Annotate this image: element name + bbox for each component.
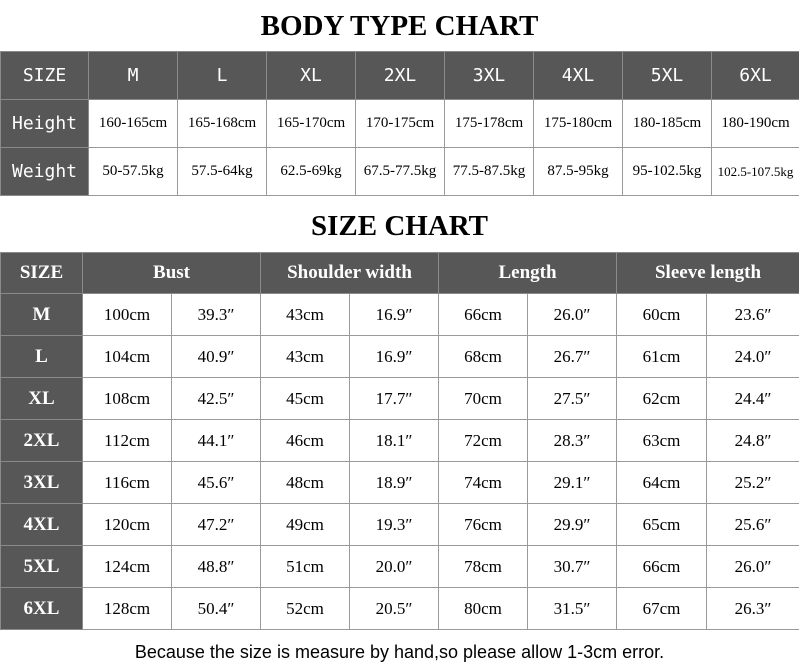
shoulder-width-column-header: Shoulder width bbox=[261, 253, 439, 294]
table-cell: 26.7″ bbox=[528, 336, 617, 378]
table-cell: 180-190cm bbox=[712, 100, 799, 148]
table-cell: 26.0″ bbox=[707, 546, 799, 588]
table-cell: 31.5″ bbox=[528, 588, 617, 630]
footer-note: Because the size is measure by hand,so please allow 1-3cm error. bbox=[0, 640, 799, 664]
table-cell: 66cm bbox=[439, 294, 528, 336]
table-cell: 48cm bbox=[261, 462, 350, 504]
size-column-header: 4XL bbox=[534, 52, 623, 100]
table-cell: 62cm bbox=[617, 378, 707, 420]
weight-row bbox=[1, 148, 799, 196]
table-cell: 30.7″ bbox=[528, 546, 617, 588]
table-cell: 124cm bbox=[83, 546, 172, 588]
row-header-weight: Weight bbox=[1, 148, 89, 196]
table-cell: 74cm bbox=[439, 462, 528, 504]
row-header-size: XL bbox=[1, 378, 83, 420]
table-cell: 128cm bbox=[83, 588, 172, 630]
table-cell: 52cm bbox=[261, 588, 350, 630]
body-type-table bbox=[0, 51, 799, 196]
table-row bbox=[1, 504, 799, 546]
table-cell: 20.0″ bbox=[350, 546, 439, 588]
table-row bbox=[1, 336, 799, 378]
table-cell: 100cm bbox=[83, 294, 172, 336]
table-cell: 72cm bbox=[439, 420, 528, 462]
table-row bbox=[1, 420, 799, 462]
table-cell: 63cm bbox=[617, 420, 707, 462]
table-cell: 108cm bbox=[83, 378, 172, 420]
table-cell: 44.1″ bbox=[172, 420, 261, 462]
table-cell: 51cm bbox=[261, 546, 350, 588]
table-cell: 65cm bbox=[617, 504, 707, 546]
table-cell: 39.3″ bbox=[172, 294, 261, 336]
table-cell: 18.9″ bbox=[350, 462, 439, 504]
table-cell: 112cm bbox=[83, 420, 172, 462]
table-cell: 25.6″ bbox=[707, 504, 799, 546]
table-cell: 24.4″ bbox=[707, 378, 799, 420]
table-cell: 50-57.5kg bbox=[89, 148, 178, 196]
bust-column-header: Bust bbox=[83, 253, 261, 294]
size-column-header: 3XL bbox=[445, 52, 534, 100]
table-cell: 50.4″ bbox=[172, 588, 261, 630]
table-cell: 78cm bbox=[439, 546, 528, 588]
size-column-header: 5XL bbox=[623, 52, 712, 100]
table-cell: 16.9″ bbox=[350, 336, 439, 378]
size-chart-title: SIZE CHART bbox=[0, 206, 799, 246]
row-header-size: M bbox=[1, 294, 83, 336]
table-cell: 116cm bbox=[83, 462, 172, 504]
table-cell: 29.1″ bbox=[528, 462, 617, 504]
row-header-size: 6XL bbox=[1, 588, 83, 630]
table-cell: 61cm bbox=[617, 336, 707, 378]
body-type-chart-title: BODY TYPE CHART bbox=[0, 6, 799, 46]
table-cell: 29.9″ bbox=[528, 504, 617, 546]
table-cell: 25.2″ bbox=[707, 462, 799, 504]
table-cell: 18.1″ bbox=[350, 420, 439, 462]
table-cell: 80cm bbox=[439, 588, 528, 630]
row-header-size: 2XL bbox=[1, 420, 83, 462]
table-cell: 48.8″ bbox=[172, 546, 261, 588]
size-chart-table bbox=[0, 252, 799, 630]
table-cell: 175-180cm bbox=[534, 100, 623, 148]
table-cell: 43cm bbox=[261, 336, 350, 378]
table-cell: 104cm bbox=[83, 336, 172, 378]
table-cell: 180-185cm bbox=[623, 100, 712, 148]
table-cell: 23.6″ bbox=[707, 294, 799, 336]
table-cell: 24.8″ bbox=[707, 420, 799, 462]
size-column-header: 6XL bbox=[712, 52, 799, 100]
table-cell: 165-170cm bbox=[267, 100, 356, 148]
row-header-height: Height bbox=[1, 100, 89, 148]
table-cell: 67.5-77.5kg bbox=[356, 148, 445, 196]
table-cell: 26.0″ bbox=[528, 294, 617, 336]
table-cell: 16.9″ bbox=[350, 294, 439, 336]
table-row bbox=[1, 378, 799, 420]
table-cell: 66cm bbox=[617, 546, 707, 588]
row-header-size: L bbox=[1, 336, 83, 378]
row-header-size: 3XL bbox=[1, 462, 83, 504]
size-column-header: L bbox=[178, 52, 267, 100]
table-cell: 87.5-95kg bbox=[534, 148, 623, 196]
table-cell: 45.6″ bbox=[172, 462, 261, 504]
table-cell: 64cm bbox=[617, 462, 707, 504]
table-cell: 60cm bbox=[617, 294, 707, 336]
table-cell: 20.5″ bbox=[350, 588, 439, 630]
table-cell: 160-165cm bbox=[89, 100, 178, 148]
table-cell: 17.7″ bbox=[350, 378, 439, 420]
table-cell: 43cm bbox=[261, 294, 350, 336]
table-cell: 76cm bbox=[439, 504, 528, 546]
table-row bbox=[1, 546, 799, 588]
size-header-cell: SIZE bbox=[1, 253, 83, 294]
size-header-cell: SIZE bbox=[1, 52, 89, 100]
table-cell: 42.5″ bbox=[172, 378, 261, 420]
size-column-header: M bbox=[89, 52, 178, 100]
table-cell: 45cm bbox=[261, 378, 350, 420]
size-column-header: XL bbox=[267, 52, 356, 100]
table-cell: 95-102.5kg bbox=[623, 148, 712, 196]
row-header-size: 5XL bbox=[1, 546, 83, 588]
table-cell: 77.5-87.5kg bbox=[445, 148, 534, 196]
height-row bbox=[1, 100, 799, 148]
table-cell: 68cm bbox=[439, 336, 528, 378]
table-cell: 46cm bbox=[261, 420, 350, 462]
table-cell: 102.5-107.5kg bbox=[712, 148, 799, 196]
table-cell: 19.3″ bbox=[350, 504, 439, 546]
table-cell: 170-175cm bbox=[356, 100, 445, 148]
table-cell: 57.5-64kg bbox=[178, 148, 267, 196]
table-cell: 175-178cm bbox=[445, 100, 534, 148]
size-chart-body bbox=[1, 294, 799, 630]
row-header-size: 4XL bbox=[1, 504, 83, 546]
table-cell: 70cm bbox=[439, 378, 528, 420]
length-column-header: Length bbox=[439, 253, 617, 294]
table-cell: 27.5″ bbox=[528, 378, 617, 420]
table-cell: 165-168cm bbox=[178, 100, 267, 148]
table-cell: 24.0″ bbox=[707, 336, 799, 378]
table-cell: 49cm bbox=[261, 504, 350, 546]
table-cell: 40.9″ bbox=[172, 336, 261, 378]
size-column-header: 2XL bbox=[356, 52, 445, 100]
table-cell: 26.3″ bbox=[707, 588, 799, 630]
sleeve-length-column-header: Sleeve length bbox=[617, 253, 799, 294]
table-cell: 62.5-69kg bbox=[267, 148, 356, 196]
table-cell: 28.3″ bbox=[528, 420, 617, 462]
table-row bbox=[1, 588, 799, 630]
table-cell: 47.2″ bbox=[172, 504, 261, 546]
table-row bbox=[1, 294, 799, 336]
table-row bbox=[1, 462, 799, 504]
table-cell: 120cm bbox=[83, 504, 172, 546]
table-cell: 67cm bbox=[617, 588, 707, 630]
